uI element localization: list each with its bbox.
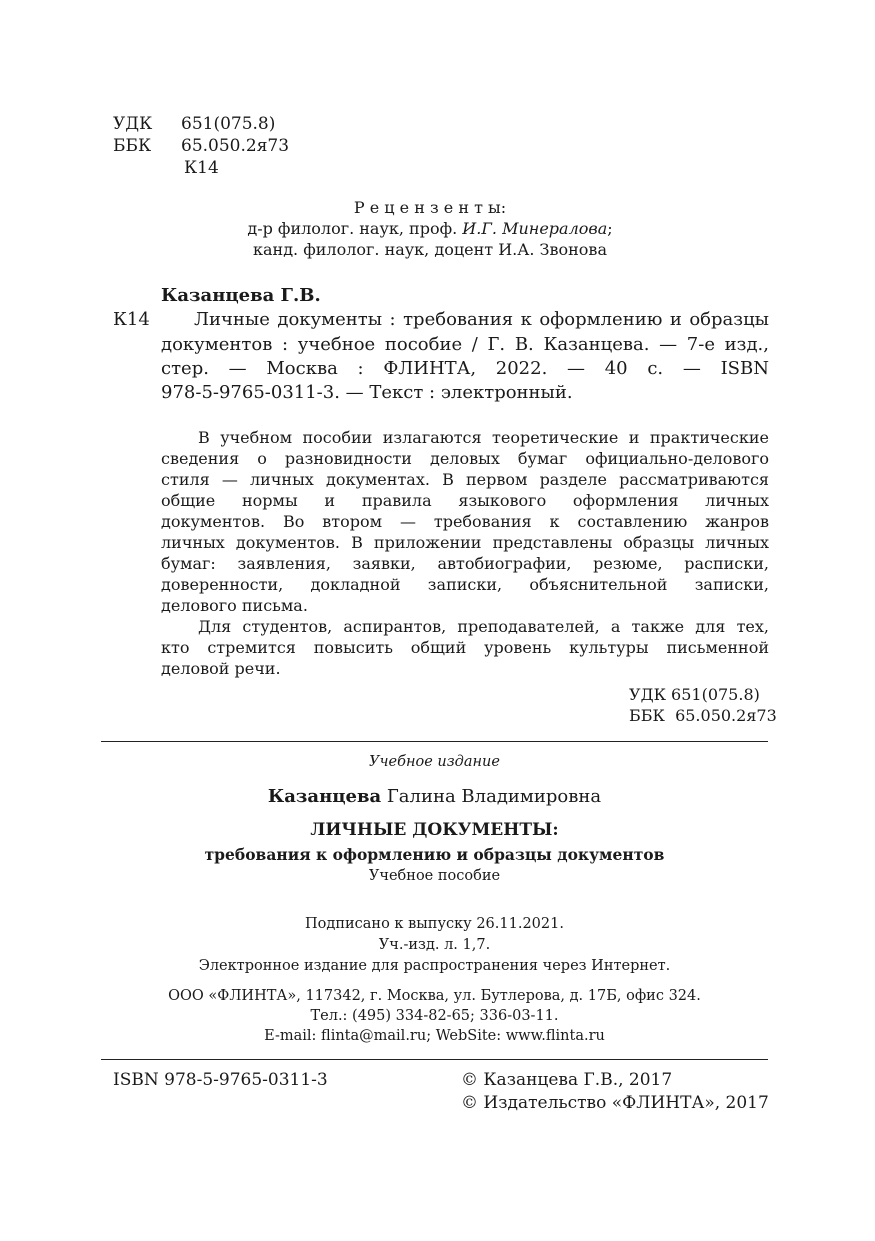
reviewers-title: Р е ц е н з е н т ы: bbox=[353, 198, 507, 217]
bbk-value: 65.050.2я73 bbox=[181, 136, 290, 156]
annotation-line-12: деловой речи. bbox=[161, 659, 281, 678]
book-title: ЛИЧНЫЕ ДОКУМЕНТЫ: bbox=[310, 820, 559, 840]
record-line-3: стер. — Москва : ФЛИНТА, 2022. — 40 с. — ISBN bbox=[161, 358, 769, 379]
publisher-contacts: E-mail: flinta@mail.ru; WebSite: www.flinta.ru bbox=[264, 1028, 605, 1044]
bbk-label: ББК bbox=[113, 136, 152, 156]
author-mark: К14 bbox=[184, 158, 219, 178]
annotation-line-7: бумаг: заявления, заявки, автобиографии, резюме, расписки, bbox=[161, 554, 769, 573]
annotation-line-4: общие нормы и правила языкового оформления личных bbox=[161, 491, 769, 510]
author-given-names: Галина Владимировна bbox=[381, 786, 602, 807]
annotation-line-6: личных документов. В приложении представлены образцы личных bbox=[161, 533, 769, 552]
author-surname: Казанцева bbox=[267, 786, 382, 807]
copyright-publisher: © Издательство «ФЛИНТА», 2017 bbox=[461, 1093, 769, 1113]
annotation-line-1: В учебном пособии излагаются теоретические и практические bbox=[198, 428, 769, 447]
annotation-line-10: Для студентов, аспирантов, преподавателей, а также для тех, bbox=[198, 617, 769, 636]
divider-bottom bbox=[101, 1059, 768, 1060]
annotation-line-9: делового письма. bbox=[161, 596, 308, 615]
reviewers-line-1: д-р филолог. наук, проф. И.Г. Минералова; bbox=[247, 219, 613, 238]
annotation-line-8: доверенности, докладной записки, объяснительной записки, bbox=[161, 575, 769, 594]
publisher-sheets: Уч.-изд. л. 1,7. bbox=[378, 937, 491, 953]
udk-value: 651(075.8) bbox=[181, 114, 276, 134]
annotation-line-11: кто стремится повысить общий уровень культуры письменной bbox=[161, 638, 769, 657]
book-subtitle: требования к оформлению и образцы документов bbox=[204, 845, 665, 864]
record-line-4: 978-5-9765-0311-3. — Текст : электронный. bbox=[161, 382, 573, 403]
annotation-line-2: сведения о разновидности деловых бумаг официально-делового bbox=[161, 449, 769, 468]
record-mark: К14 bbox=[113, 309, 150, 330]
publisher-phone: Тел.: (495) 334-82-65; 336-03-11. bbox=[310, 1008, 559, 1024]
record-line-1: Личные документы : требования к оформлению и образцы bbox=[194, 309, 769, 330]
colophon-author bbox=[101, 786, 768, 807]
reviewer-name: И.Г. Минералова bbox=[462, 219, 608, 238]
book-genre: Учебное пособие bbox=[368, 868, 501, 884]
record-line-2: документов : учебное пособие / Г. В. Казанцева. — 7-е изд., bbox=[161, 334, 769, 355]
distribution-note: Электронное издание для распространения через Интернет. bbox=[198, 958, 671, 974]
annotation-udk: УДК 651(075.8) bbox=[629, 685, 760, 704]
annotation-line-3: стиля — личных документах. В первом разделе рассматриваются bbox=[161, 470, 769, 489]
reviewers-line-2: канд. филолог. наук, доцент И.А. Звонова bbox=[253, 240, 607, 259]
divider-top bbox=[101, 741, 768, 742]
annotation-bbk: ББК 65.050.2я73 bbox=[629, 706, 777, 725]
annotation-line-5: документов. Во втором — требования к составлению жанров bbox=[161, 512, 769, 531]
edition-type: Учебное издание bbox=[369, 754, 500, 770]
signed-date: Подписано к выпуску 26.11.2021. bbox=[305, 916, 564, 932]
isbn: ISBN 978-5-9765-0311-3 bbox=[113, 1070, 328, 1090]
udk-label: УДК bbox=[113, 114, 153, 134]
record-author: Казанцева Г.В. bbox=[161, 285, 321, 306]
publisher-address: ООО «ФЛИНТА», 117342, г. Москва, ул. Бутлерова, д. 17Б, офис 324. bbox=[168, 988, 701, 1004]
copyright-author: © Казанцева Г.В., 2017 bbox=[461, 1070, 673, 1090]
